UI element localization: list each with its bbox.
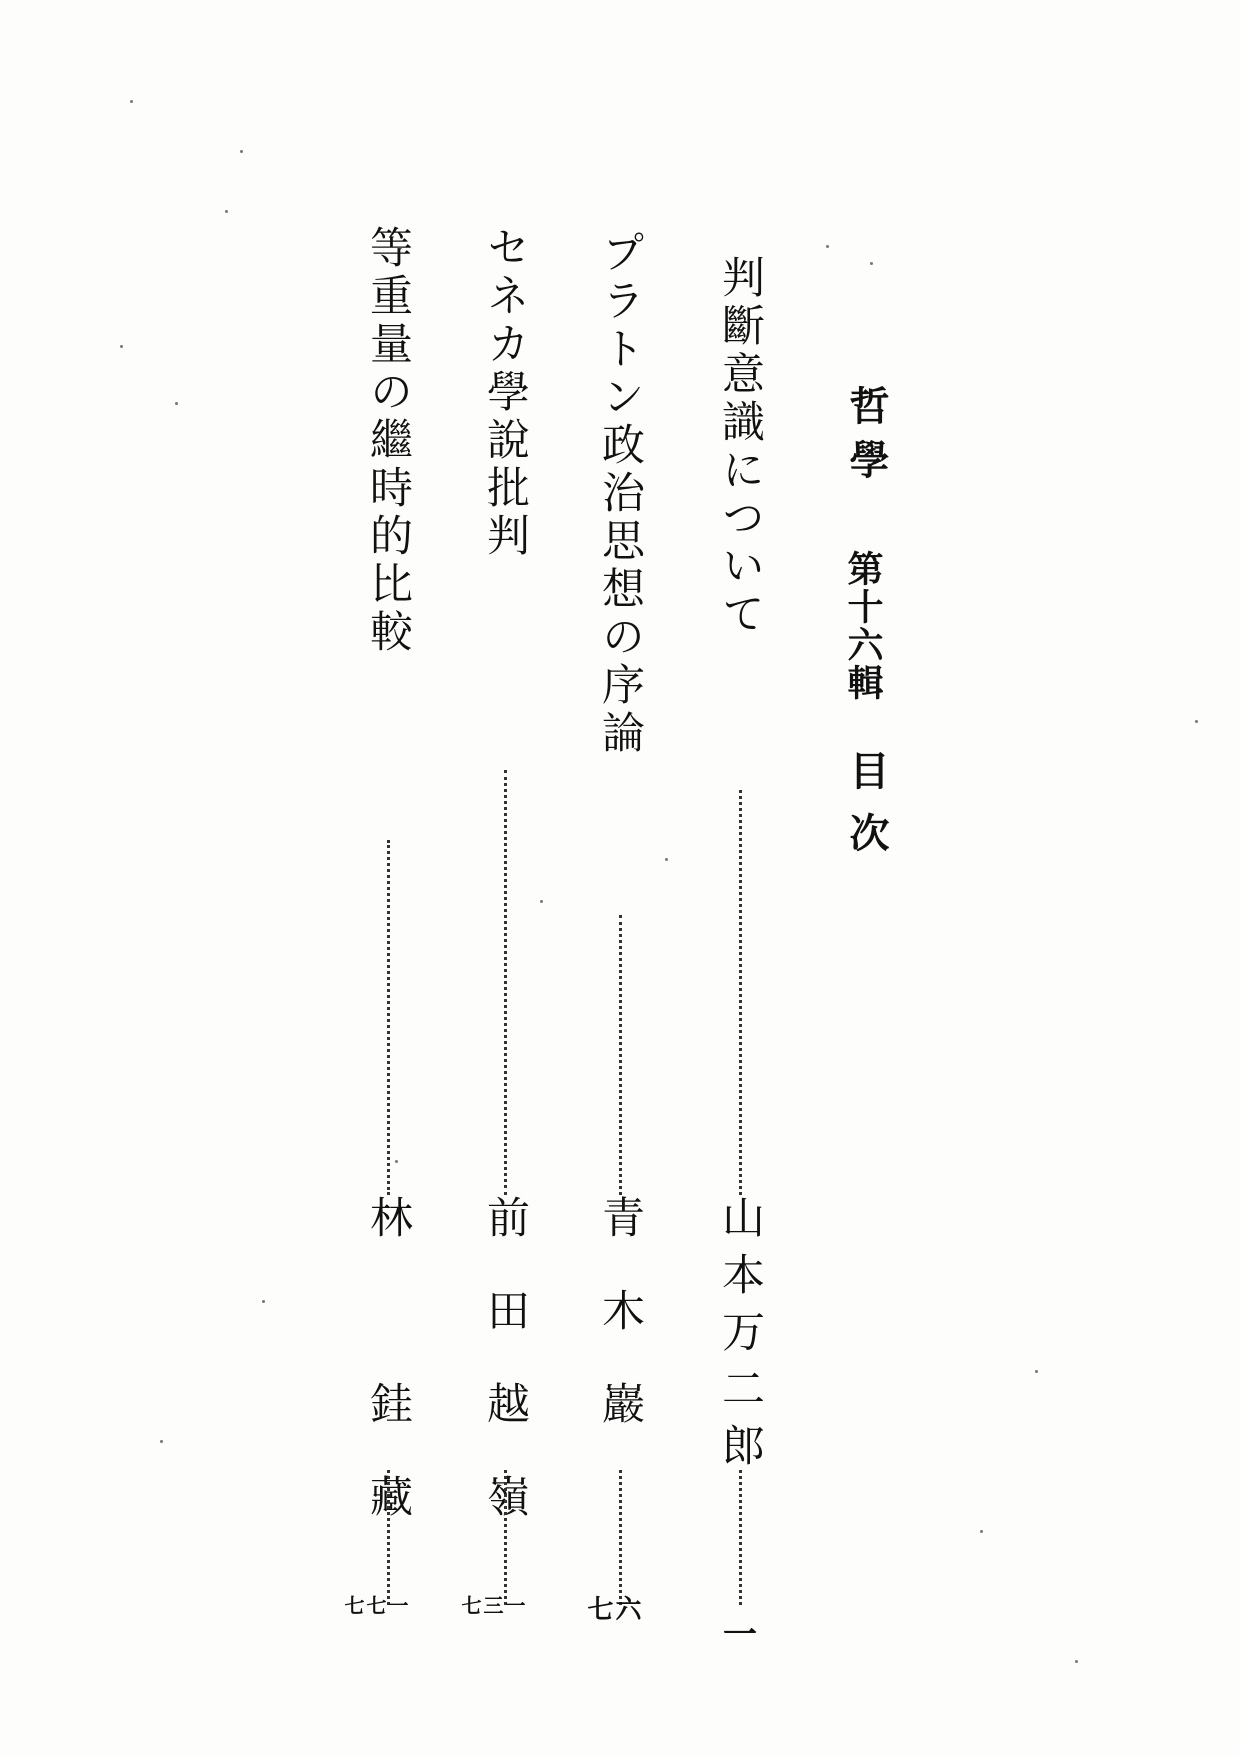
dot-leader — [619, 1470, 622, 1605]
entry-page-number: 六七 — [583, 1595, 641, 1621]
scan-speck — [225, 210, 228, 213]
dot-leader — [739, 1470, 742, 1605]
scan-speck — [262, 1300, 265, 1303]
issue-number: 第十六輯 — [842, 550, 884, 702]
entry-author: 林 銈 藏 — [363, 1195, 413, 1517]
scan-speck — [665, 858, 668, 861]
scan-speck — [1035, 1370, 1038, 1373]
dot-leader — [387, 1470, 390, 1605]
dot-leader — [504, 1470, 507, 1605]
dot-leader — [619, 915, 622, 1195]
scan-speck — [175, 402, 178, 405]
entry-page-number: 一 — [723, 1615, 757, 1655]
entry-title: プラトン政治思想の序論 — [595, 230, 645, 758]
entry-title: 判斷意識について — [715, 255, 765, 639]
scan-speck — [1075, 1660, 1078, 1663]
toc-entry — [710, 255, 770, 1655]
dot-leader — [739, 790, 742, 1195]
scan-speck — [1195, 720, 1198, 723]
entry-page-number: 一七七 — [341, 1595, 409, 1615]
scan-speck — [540, 900, 543, 903]
entry-author: 山本万二郎 — [715, 1195, 765, 1480]
toc-entry — [583, 230, 650, 1621]
scan-speck — [120, 345, 123, 348]
toc-entry — [341, 225, 418, 1615]
scan-speck — [130, 100, 133, 103]
entry-author: 前 田 越 嶺 — [480, 1195, 530, 1517]
journal-title: 哲學 — [843, 385, 890, 493]
scan-speck — [980, 1530, 983, 1533]
dot-leader — [387, 840, 390, 1195]
scan-speck — [870, 262, 873, 265]
scan-speck — [826, 245, 829, 248]
scan-speck — [160, 1440, 163, 1443]
toc-entry — [458, 225, 535, 1615]
dot-leader — [504, 770, 507, 1195]
contents-label: 目次 — [843, 750, 890, 874]
entry-title: セネカ學說批判 — [480, 225, 530, 561]
entry-page-number: 一三七 — [458, 1595, 526, 1615]
scan-speck — [395, 1160, 398, 1163]
entry-author: 青 木 巖 — [595, 1195, 645, 1424]
entry-title: 等重量の繼時的比較 — [363, 225, 413, 657]
scan-speck — [240, 150, 243, 153]
